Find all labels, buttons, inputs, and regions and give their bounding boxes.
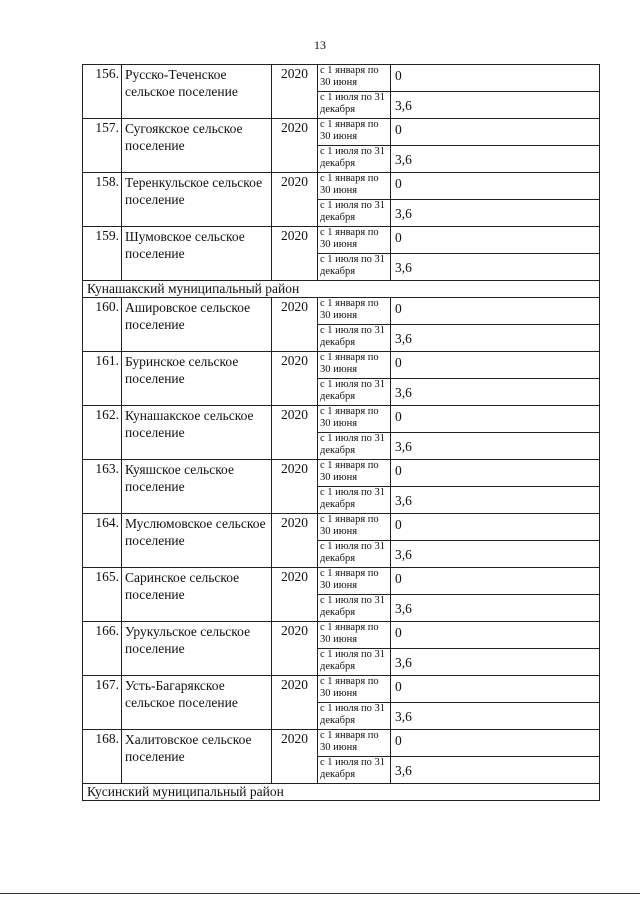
- table-row: [83, 298, 600, 325]
- year: 2020: [272, 730, 318, 784]
- rate-first-half: 0: [391, 514, 600, 541]
- settlement-name: Усть-Багарякское сельское поселение: [122, 676, 272, 730]
- settlement-name: Урукульское сельское поселение: [122, 622, 272, 676]
- settlement-name: Сугоякское сельское поселение: [122, 119, 272, 173]
- period-first-half: с 1 января по 30 июня: [318, 119, 391, 146]
- tax-rate-table: [82, 64, 600, 801]
- row-number: 165.: [83, 568, 122, 622]
- row-number: 159.: [83, 227, 122, 281]
- period-first-half: с 1 января по 30 июня: [318, 622, 391, 649]
- row-number: 156.: [83, 65, 122, 119]
- district-name: Кусинский муниципальный район: [83, 784, 600, 801]
- row-number: 157.: [83, 119, 122, 173]
- row-number: 163.: [83, 460, 122, 514]
- rate-second-half: 3,6: [391, 200, 600, 227]
- rate-second-half: 3,6: [391, 757, 600, 784]
- district-name: Кунашакский муниципальный район: [83, 281, 600, 298]
- row-number: 162.: [83, 406, 122, 460]
- rate-second-half: 3,6: [391, 254, 600, 281]
- year: 2020: [272, 622, 318, 676]
- table-row: [83, 406, 600, 433]
- settlement-name: Русско-Теченское сельское поселение: [122, 65, 272, 119]
- table-row: [83, 227, 600, 254]
- period-second-half: с 1 июля по 31 декабря: [318, 433, 391, 460]
- table-row: [83, 514, 600, 541]
- year: 2020: [272, 676, 318, 730]
- settlement-name: Саринское сельское поселение: [122, 568, 272, 622]
- period-first-half: с 1 января по 30 июня: [318, 298, 391, 325]
- rate-second-half: 3,6: [391, 703, 600, 730]
- period-first-half: с 1 января по 30 июня: [318, 460, 391, 487]
- table-row: [83, 622, 600, 649]
- page-bottom-rule: [0, 893, 640, 894]
- table-row: [83, 676, 600, 703]
- rate-second-half: 3,6: [391, 379, 600, 406]
- rate-second-half: 3,6: [391, 487, 600, 514]
- table-body: [83, 65, 600, 801]
- row-number: 158.: [83, 173, 122, 227]
- rate-first-half: 0: [391, 298, 600, 325]
- period-second-half: с 1 июля по 31 декабря: [318, 379, 391, 406]
- settlement-name: Буринское сельское поселение: [122, 352, 272, 406]
- rate-first-half: 0: [391, 406, 600, 433]
- period-first-half: с 1 января по 30 июня: [318, 406, 391, 433]
- period-second-half: с 1 июля по 31 декабря: [318, 541, 391, 568]
- year: 2020: [272, 460, 318, 514]
- period-first-half: с 1 января по 30 июня: [318, 730, 391, 757]
- year: 2020: [272, 65, 318, 119]
- page-number: 13: [314, 38, 326, 52]
- period-second-half: с 1 июля по 31 декабря: [318, 487, 391, 514]
- period-first-half: с 1 января по 30 июня: [318, 65, 391, 92]
- year: 2020: [272, 568, 318, 622]
- period-first-half: с 1 января по 30 июня: [318, 568, 391, 595]
- settlement-name: Муслюмовское сельское поселение: [122, 514, 272, 568]
- rate-second-half: 3,6: [391, 541, 600, 568]
- period-second-half: с 1 июля по 31 декабря: [318, 595, 391, 622]
- table-row: [83, 730, 600, 757]
- district-row: [83, 281, 600, 298]
- period-second-half: с 1 июля по 31 декабря: [318, 649, 391, 676]
- rate-second-half: 3,6: [391, 325, 600, 352]
- period-first-half: с 1 января по 30 июня: [318, 173, 391, 200]
- year: 2020: [272, 173, 318, 227]
- period-first-half: с 1 января по 30 июня: [318, 514, 391, 541]
- row-number: 160.: [83, 298, 122, 352]
- table-row: [83, 568, 600, 595]
- rate-first-half: 0: [391, 173, 600, 200]
- district-row: [83, 784, 600, 801]
- row-number: 167.: [83, 676, 122, 730]
- rate-first-half: 0: [391, 227, 600, 254]
- year: 2020: [272, 352, 318, 406]
- settlement-name: Теренкульское сельское поселение: [122, 173, 272, 227]
- row-number: 164.: [83, 514, 122, 568]
- period-second-half: с 1 июля по 31 декабря: [318, 92, 391, 119]
- period-first-half: с 1 января по 30 июня: [318, 352, 391, 379]
- period-second-half: с 1 июля по 31 декабря: [318, 757, 391, 784]
- rate-first-half: 0: [391, 119, 600, 146]
- row-number: 168.: [83, 730, 122, 784]
- settlement-name: Куяшское сельское поселение: [122, 460, 272, 514]
- rate-first-half: 0: [391, 676, 600, 703]
- year: 2020: [272, 514, 318, 568]
- table-row: [83, 119, 600, 146]
- settlement-name: Халитовское сельское поселение: [122, 730, 272, 784]
- period-second-half: с 1 июля по 31 декабря: [318, 146, 391, 173]
- rate-first-half: 0: [391, 460, 600, 487]
- settlement-name: Шумовское сельское поселение: [122, 227, 272, 281]
- table-row: [83, 460, 600, 487]
- rate-second-half: 3,6: [391, 92, 600, 119]
- row-number: 166.: [83, 622, 122, 676]
- period-second-half: с 1 июля по 31 декабря: [318, 703, 391, 730]
- year: 2020: [272, 227, 318, 281]
- rate-first-half: 0: [391, 622, 600, 649]
- rate-first-half: 0: [391, 65, 600, 92]
- year: 2020: [272, 298, 318, 352]
- rate-first-half: 0: [391, 730, 600, 757]
- period-first-half: с 1 января по 30 июня: [318, 227, 391, 254]
- rate-second-half: 3,6: [391, 649, 600, 676]
- row-number: 161.: [83, 352, 122, 406]
- period-second-half: с 1 июля по 31 декабря: [318, 254, 391, 281]
- table-row: [83, 352, 600, 379]
- rate-first-half: 0: [391, 352, 600, 379]
- period-second-half: с 1 июля по 31 декабря: [318, 325, 391, 352]
- period-first-half: с 1 января по 30 июня: [318, 676, 391, 703]
- year: 2020: [272, 119, 318, 173]
- settlement-name: Ашировское сельское поселение: [122, 298, 272, 352]
- settlement-name: Кунашакское сельское поселение: [122, 406, 272, 460]
- period-second-half: с 1 июля по 31 декабря: [318, 200, 391, 227]
- table-row: [83, 173, 600, 200]
- rate-second-half: 3,6: [391, 433, 600, 460]
- rate-second-half: 3,6: [391, 595, 600, 622]
- year: 2020: [272, 406, 318, 460]
- table-row: [83, 65, 600, 92]
- rate-second-half: 3,6: [391, 146, 600, 173]
- rate-first-half: 0: [391, 568, 600, 595]
